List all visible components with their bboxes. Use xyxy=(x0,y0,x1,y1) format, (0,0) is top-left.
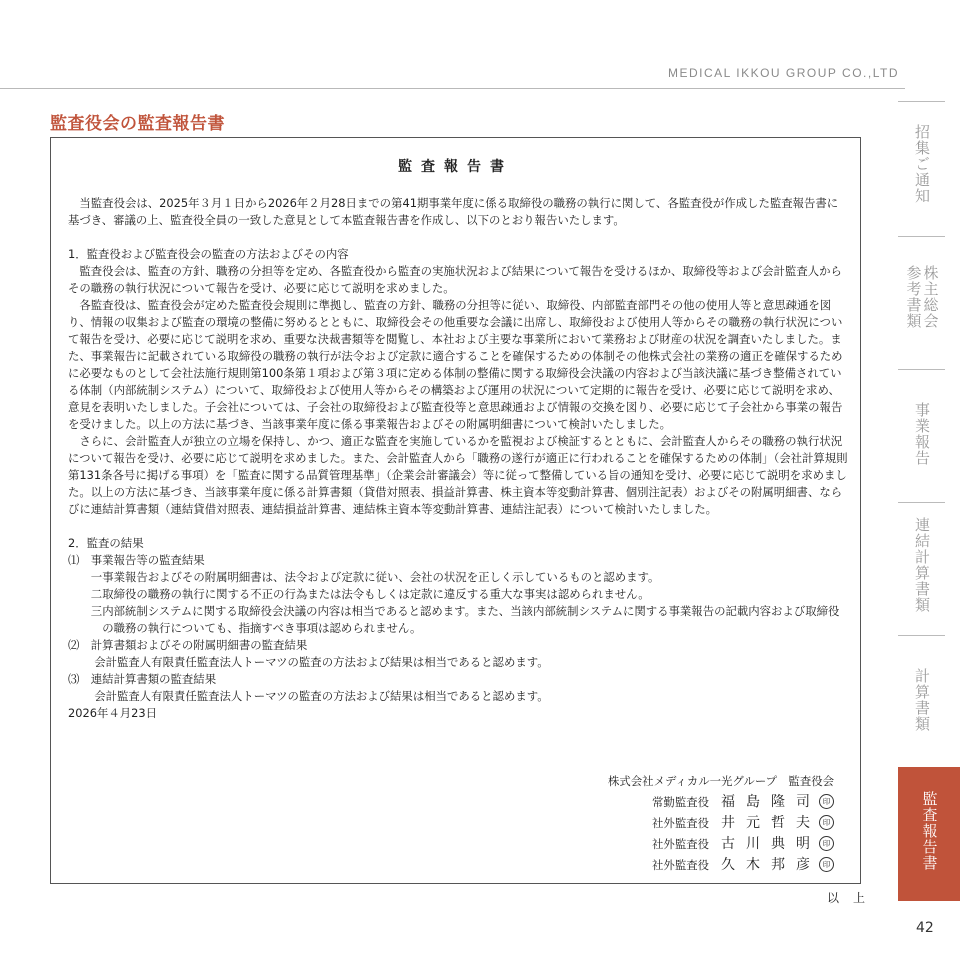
nav-item-financial-statements[interactable] xyxy=(898,635,945,767)
nav-item-label: 監査報告書 xyxy=(920,791,939,871)
signer-organization: 株式会社メディカル一光グループ 監査役会 xyxy=(608,774,834,788)
signer-role: 常勤監査役 xyxy=(652,794,709,809)
result-1-item-b: 二取締役の職務の執行に関する不正の行為または法令もしくは定款に違反する重大な事実は認められません。 xyxy=(90,587,650,601)
seal-mark: 印 xyxy=(819,794,834,809)
result-2-text: 会計監査人有限責任監査法人トーマツの監査の方法および結果は相当であると認めます。 xyxy=(94,655,549,669)
intro-paragraph: 当監査役会は、2025年３月１日から2026年２月28日までの第41期事業年度に係る取締役の職務の執行に関して、各監査役が作成した監査報告書に基づき、審議の上、監査役全員の一致した意見として本監査報告書を作成し、以下のとおり報告いたします。 xyxy=(68,196,839,227)
nav-item-audit-report[interactable] xyxy=(898,767,960,901)
page-number: 42 xyxy=(916,920,934,936)
report-date: 2026年４月23日 xyxy=(68,706,158,720)
signer-role: 社外監査役 xyxy=(652,815,709,830)
signer-name: 井元哲夫 xyxy=(721,814,821,831)
signer-row xyxy=(514,791,834,812)
seal-mark: 印 xyxy=(819,857,834,872)
company-name: MEDICAL IKKOU GROUP CO.,LTD xyxy=(668,66,899,80)
section-1-paragraph-1: 監査役会は、監査の方針、職務の分担等を定め、各監査役から監査の実施状況および結果について報告を受けるほか、取締役等および会計監査人からその職務の執行状況について報告を受け、必要に応じて説明を求めました。 xyxy=(68,264,842,295)
nav-item-label: 事業報告 xyxy=(913,402,931,466)
nav-item-label: 計算書類 xyxy=(913,668,931,732)
section-title: 監査役会の監査報告書 xyxy=(50,114,225,134)
seal-mark: 印 xyxy=(819,836,834,851)
signer-name: 久木邦彦 xyxy=(721,856,821,873)
signer-block xyxy=(514,771,834,875)
result-1-item-c: 三内部統制システムに関する取締役会決議の内容は相当であると認めます。また、当該内部統制システムに関する事業報告の記載内容および取締役の職務の執行についても、指摘すべき事項は認められません。 xyxy=(90,604,840,635)
nav-item-business-report[interactable] xyxy=(898,369,945,502)
result-1-title: ⑴ 事業報告等の監査結果 xyxy=(68,553,205,567)
signer-role: 社外監査役 xyxy=(652,857,709,872)
result-3-text: 会計監査人有限責任監査法人トーマツの監査の方法および結果は相当であると認めます。 xyxy=(94,689,549,703)
result-2-title: ⑵ 計算書類およびその附属明細書の監査結果 xyxy=(68,638,308,652)
signer-row xyxy=(514,833,834,854)
section-1-paragraph-2: 各監査役は、監査役会が定めた監査役会規則に準拠し、監査の方針、職務の分担等に従い、取締役、内部監査部門その他の使用人等と意思疎通を図り、情報の収集および監査の環境の整備に努めるとともに、取締役会その他重要な会議に出席し、取締役および使用人等からその職務の執行状況について報告を受け、必要に応じて説明を求め、重要な決裁書類等を閲覧し、本社および主要な事業所において業務および財産の状況を調査いたしました。また、事業報告に記載されている取締役の職務の執行が法令および定款に適合することを確保するための体制その他株式会社の業務の適正を確保するために必要なものとして会社法施行規則第100条第１項および第３項に定める体制の整備に関する取締役会決議の内容および当該決議に基づき整備されている体制（内部統制システム）について、取締役および使用人等からその構築および運用の状況について定期的に報告を受け、必要に応じて説明を求め、意見を表明いたしました。子会社については、子会社の取締役および監査役等と意思疎通および情報の交換を図り、必要に応じて子会社から事業の報告を受けました。以上の方法に基づき、当該事業年度に係る事業報告およびその附属明細書について検討いたしました。 xyxy=(68,298,843,431)
end-mark: 以上 xyxy=(827,891,880,905)
audit-report-box xyxy=(50,137,861,884)
section-1-paragraph-3: さらに、会計監査人が独立の立場を保持し、かつ、適正な監査を実施しているかを監視および検証するとともに、会計監査人からその職務の執行状況について報告を受け、必要に応じて説明を求めました。また、会計監査人から「職務の遂行が適正に行われることを確保するための体制」（会社計算規則第131条各号に掲げる事項）を「監査に関する品質管理基準」（企業会計審議会）等に従って整備している旨の通知を受け、必要に応じて説明を求めました。以上の方法に基づき、当該事業年度に係る計算書類（貸借対照表、損益計算書、株主資本等変動計算書、個別注記表）およびその附属明細書、ならびに連結計算書類（連結貸借対照表、連結損益計算書、連結株主資本等変動計算書、連結注記表）について検討いたしました。 xyxy=(68,434,848,516)
signer-name: 福島隆司 xyxy=(721,793,821,810)
nav-item-consolidated-statements[interactable] xyxy=(898,502,945,635)
company-header xyxy=(0,60,905,89)
report-body xyxy=(68,195,848,722)
section-1-title: 1．監査役および監査役会の監査の方法およびその内容 xyxy=(68,247,349,261)
nav-item-label: 株主総会 xyxy=(921,265,940,329)
signer-role: 社外監査役 xyxy=(652,836,709,851)
result-1-item-a: 一事業報告およびその附属明細書は、法令および定款に従い、会社の状況を正しく示しているものと認めます。 xyxy=(90,570,660,584)
nav-item-reference-docs[interactable] xyxy=(898,236,945,369)
signer-row xyxy=(514,854,834,875)
nav-item-label: 連結計算書類 xyxy=(913,517,931,613)
section-2-title: 2．監査の結果 xyxy=(68,536,144,550)
nav-item-notice[interactable] xyxy=(898,101,945,236)
nav-item-label: 参考書類 xyxy=(904,265,923,329)
signer-name: 古川典明 xyxy=(721,835,821,852)
signer-row xyxy=(514,812,834,833)
seal-mark: 印 xyxy=(819,815,834,830)
nav-item-label: 招集ご通知 xyxy=(913,124,931,204)
report-heading: 監査報告書 xyxy=(398,159,513,175)
result-3-title: ⑶ 連結計算書類の監査結果 xyxy=(68,672,217,686)
